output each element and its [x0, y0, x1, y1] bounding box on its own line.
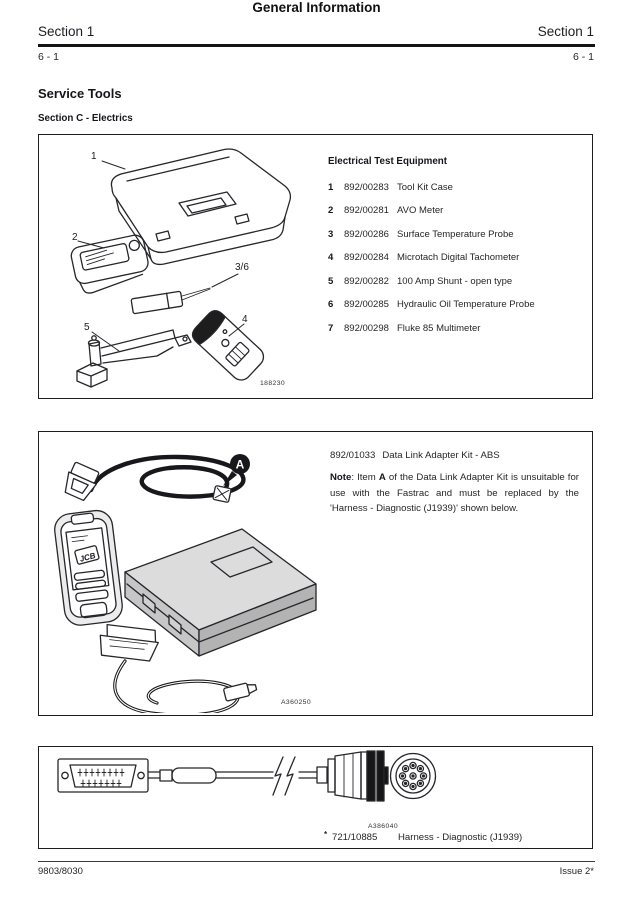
callout-5: 5	[84, 322, 90, 333]
figure1-box	[38, 134, 593, 399]
adapter-kit-name: Data Link Adapter Kit - ABS	[382, 450, 500, 461]
note-text-pre: : Item	[351, 472, 379, 484]
part-item-number: 3	[328, 228, 334, 240]
part-description: Microtach Digital Tachometer	[397, 252, 520, 264]
figure2-code: A360250	[281, 699, 312, 706]
note-label: Note	[330, 472, 352, 484]
part-description: Hydraulic Oil Temperature Probe	[397, 299, 535, 311]
issue-number: Issue 2*	[559, 866, 594, 877]
callout-3-6: 3/6	[235, 262, 249, 273]
page-number-right: 6 - 1	[572, 51, 594, 63]
adapter-kit-part-number: 892/01033	[330, 450, 376, 461]
parts-list-row	[328, 253, 586, 264]
temperature-probe-drawing	[131, 288, 210, 314]
harness-name: Harness - Diagnostic (J1939)	[398, 832, 523, 843]
parts-list-title: Electrical Test Equipment	[328, 156, 448, 167]
deutsch-connector-drawing	[317, 751, 388, 801]
parts-list-row	[328, 277, 586, 288]
figure1-illustration	[39, 135, 324, 396]
adapter-cable-drawing	[61, 457, 244, 503]
header-section-left: Section 1	[38, 24, 95, 39]
header-section-right: Section 1	[537, 24, 594, 39]
part-number: 892/00285	[344, 299, 389, 311]
part-description: Tool Kit Case	[397, 182, 453, 193]
part-number: 892/00284	[344, 252, 389, 264]
parts-list-row	[328, 183, 586, 194]
figure1-code: 188230	[260, 380, 286, 387]
part-item-number: 1	[328, 182, 334, 193]
figure2-illustration	[39, 432, 324, 713]
tool-kit-case-drawing	[111, 149, 290, 264]
part-description: Fluke 85 Multimeter	[397, 322, 481, 334]
parts-list-row	[328, 230, 586, 241]
part-item-number: 6	[328, 299, 334, 311]
adapter-kit-note	[330, 470, 579, 516]
callout-4: 4	[242, 314, 248, 325]
callout-2: 2	[72, 232, 78, 243]
part-item-number: 5	[328, 275, 334, 287]
part-number: 892/00298	[344, 322, 389, 334]
cable-end-connector	[213, 485, 232, 502]
publication-number: 9803/8030	[38, 866, 83, 877]
note-text-post: of the Data Link Adapter Kit is unsuitable for use with the Fastrac and must be replaced by the 'Harness - Diagnostic (J1939)' shown below.	[330, 472, 580, 515]
harness-part-number: 721/10885	[332, 832, 378, 843]
db15-connector-drawing	[58, 759, 148, 792]
harness-cable-drawing	[148, 757, 317, 795]
part-number: 892/00283	[344, 182, 389, 193]
parts-list-row	[328, 206, 586, 217]
footnote-asterisk: *	[324, 830, 328, 839]
figure2-text	[330, 448, 579, 517]
part-item-number: 4	[328, 252, 334, 264]
figure3-box	[38, 746, 593, 849]
figure3-code: A386040	[368, 823, 399, 830]
serial-cable-end-connector	[223, 681, 257, 701]
page-number-left: 6 - 1	[38, 51, 60, 63]
adapter-kit-partline	[330, 448, 579, 463]
callout-1: 1	[91, 151, 97, 162]
cable-break-mark	[273, 757, 283, 795]
section-c-subheading: Section C - Electrics	[38, 113, 133, 124]
parts-list	[328, 156, 586, 347]
microtach-drawing	[189, 307, 268, 384]
round-connector-face-drawing	[391, 754, 436, 799]
part-description: 100 Amp Shunt - open type	[397, 275, 513, 287]
footer-rule	[38, 861, 595, 862]
part-number: 892/00281	[344, 205, 389, 217]
parts-list-row	[328, 324, 586, 335]
handheld-tool-drawing	[53, 509, 124, 627]
note-item-letter: A	[378, 472, 386, 484]
jcb-logo: JCB	[78, 550, 97, 564]
item-a-badge-letter: A	[235, 457, 245, 472]
part-number: 892/00286	[344, 228, 389, 240]
service-tools-heading: Service Tools	[38, 86, 122, 101]
amp-shunt-drawing	[77, 330, 191, 387]
part-number: 892/00282	[344, 275, 389, 287]
part-item-number: 2	[328, 205, 334, 217]
parts-list-row	[328, 300, 586, 311]
page-title: General Information	[252, 0, 381, 15]
header-rule	[38, 44, 595, 47]
harness-footnote	[324, 832, 522, 843]
cable-break-mark	[285, 757, 295, 795]
part-item-number: 7	[328, 322, 334, 334]
part-description: Surface Temperature Probe	[397, 228, 514, 240]
part-description: AVO Meter	[397, 205, 444, 217]
figure2-box	[38, 431, 593, 716]
item-a-badge	[223, 454, 250, 486]
